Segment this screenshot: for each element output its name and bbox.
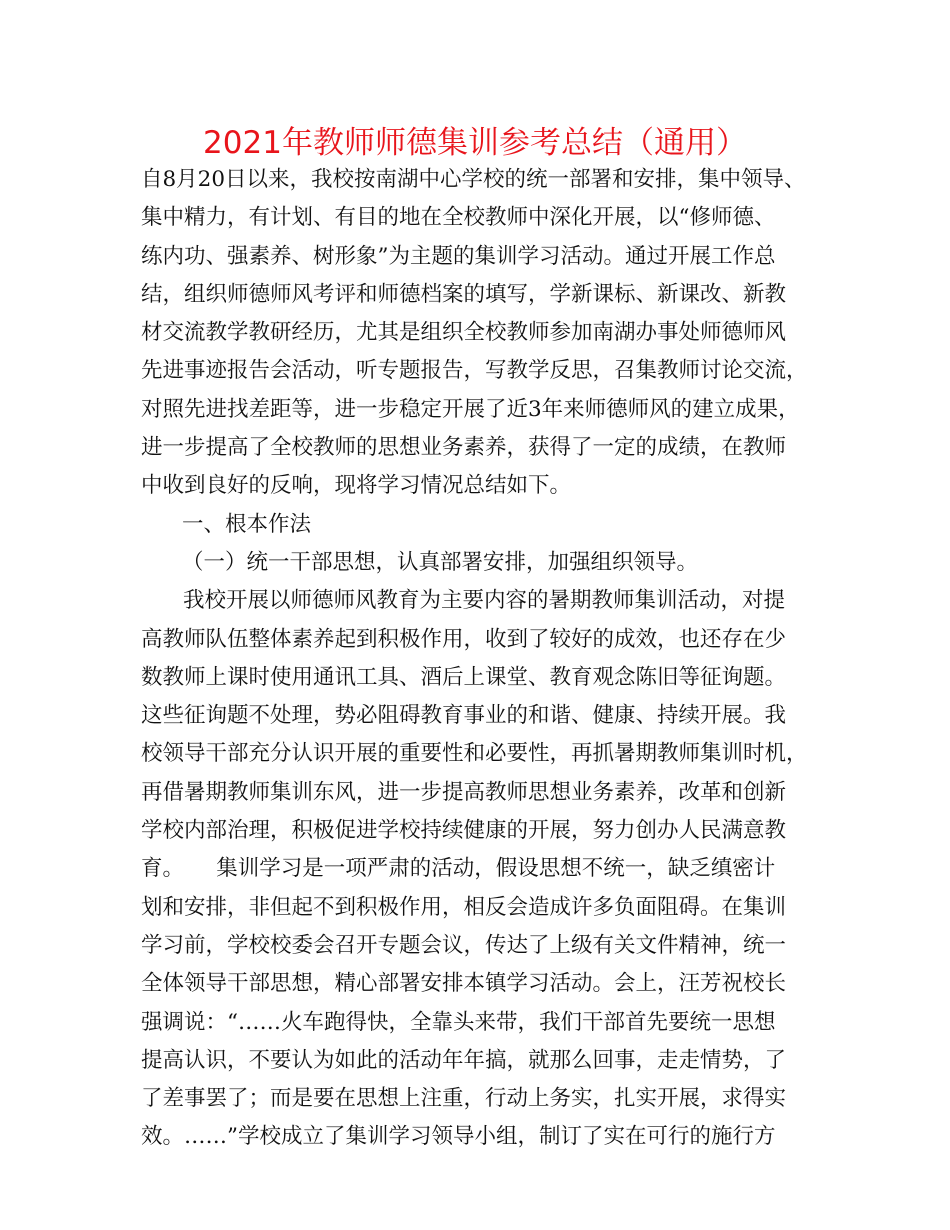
text-line: 高教师队伍整体素养起到积极作用，收到了较好的成效，也还存在少: [141, 626, 787, 652]
section-heading: 一、根本作法: [182, 511, 312, 537]
text-line: 集中精力，有计划、有目的地在全校教师中深化开展，以“修师德、: [141, 205, 776, 231]
text-line: 学习前，学校校委会召开专题会议，传达了上级有关文件精神，统一: [141, 932, 787, 958]
text-line: 校领导干部充分认识开展的重要性和必要性，再抓暑期教师集训时机，: [141, 741, 808, 767]
text-line: 自8月20日以来，我校按南湖中心学校的统一部署和安排，集中领导、: [141, 167, 806, 192]
text-line: 进一步提高了全校教师的思想业务素养，获得了一定的成绩，在教师: [141, 435, 787, 461]
text-line: 这些征询题不处理，势必阻碍教育事业的和谐、健康、持续开展。我: [141, 703, 787, 729]
document-body: [141, 161, 831, 1157]
text-line: 学校内部治理，积极促进学校持续健康的开展，努力创办人民满意教: [141, 818, 787, 844]
text-line: 我校开展以师德师风教育为主要内容的暑期教师集训活动，对提: [183, 588, 786, 614]
text-line: 先进事迹报告会活动，听专题报告，写教学反思，召集教师讨论交流，: [141, 358, 808, 384]
text-line: 划和安排，非但起不到积极作用，相反会造成许多负面阻碍。在集训: [141, 894, 787, 920]
text-line: 全体领导干部思想，精心部署安排本镇学习活动。会上，汪芳祝校长: [141, 971, 787, 997]
text-line: 数教师上课时使用通讯工具、酒后上课堂、教育观念陈旧等征询题。: [141, 664, 787, 690]
text-line: 中收到良好的反响，现将学习情况总结如下。: [141, 473, 572, 499]
text-line: 效。……”学校成立了集训学习领导小组，制订了实在可行的施行方: [141, 1124, 776, 1150]
text-line: 了差事罢了；而是要在思想上注重，行动上务实，扎实开展，求得实: [141, 1086, 787, 1112]
text-line: 练内功、强素养、树形象”为主题的集训学习活动。通过开展工作总: [141, 243, 776, 269]
text-line: 育。 集训学习是一项严肃的活动，假设思想不统一，缺乏缜密计: [141, 856, 776, 882]
text-line: 材交流教学教研经历，尤其是组织全校教师参加南湖办事处师德师风: [141, 320, 787, 346]
text-line: 再借暑期教师集训东风，进一步提高教师思想业务素养，改革和创新: [141, 779, 787, 805]
document-title: 2021年教师师德集训参考总结（通用）: [203, 125, 747, 161]
text-line: 提高认识，不要认为如此的活动年年搞，就那么回事，走走情势，了: [141, 1047, 787, 1073]
text-line: 对照先进找差距等，进一步稳定开展了近3年来师德师风的建立成果，: [141, 396, 800, 422]
subsection-heading: （一）统一干部思想，认真部署安排，加强组织领导。: [182, 549, 699, 575]
text-line: 强调说：“……火车跑得快，全靠头来带，我们干部首先要统一思想: [141, 1009, 776, 1035]
text-line: 结，组织师德师风考评和师德档案的填写，学新课标、新课改、新教: [141, 281, 787, 307]
